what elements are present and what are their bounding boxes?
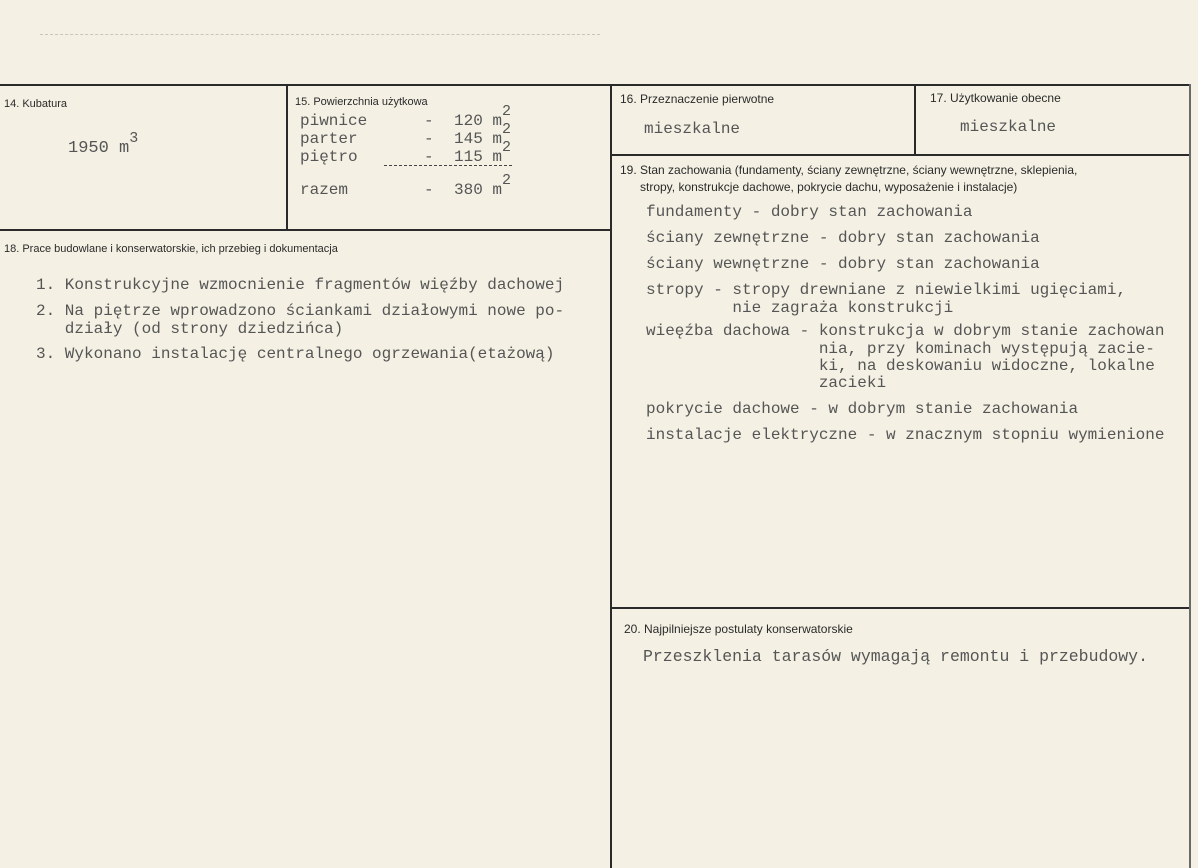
field-14-value — [68, 130, 139, 158]
area-row-piwnice-dash: - — [424, 112, 434, 130]
field-14-label: 14. Kubatura — [4, 98, 67, 110]
field-15-label: 15. Powierzchnia użytkowa — [295, 96, 428, 108]
rule-v-edge — [1189, 84, 1191, 868]
condition-line-9: zacieki — [646, 374, 887, 392]
field-18-label: 18. Prace budowlane i konserwatorskie, ich przebieg i dokumentacja — [4, 243, 338, 255]
area-row-parter — [300, 130, 358, 148]
works-line-4: 3. Wykonano instalację centralnego ogrzewania(etażową) — [36, 345, 555, 363]
rule-h-row1 — [0, 229, 612, 231]
rule-h-top — [0, 84, 1190, 86]
volume-unit-sup: 3 — [129, 130, 139, 147]
area-total-value — [454, 172, 512, 200]
rule-v-right — [914, 84, 916, 155]
area-row-name: parter — [300, 130, 358, 148]
area-row-parter-dash: - — [424, 130, 434, 148]
condition-line-11: instalacje elektryczne - w znacznym stopniu wymienione — [646, 426, 1165, 444]
rule-h-right2 — [612, 607, 1190, 609]
condition-line-8: ki, na deskowaniu widoczne, lokalne — [646, 357, 1155, 375]
area-row-name: piwnice — [300, 112, 368, 130]
area-total-dash: - — [424, 181, 434, 199]
field-20-value: Przeszklenia tarasów wymagają remontu i przebudowy. — [643, 647, 1148, 666]
area-value: 380 m — [454, 181, 503, 199]
condition-line-7: nia, przy kominach występują zacie- — [646, 340, 1155, 358]
area-value: 120 m — [454, 112, 503, 130]
field-17-value: mieszkalne — [960, 118, 1057, 136]
field-19-label-line-1: 19. Stan zachowania (fundamenty, ściany zewnętrzne, ściany wewnętrzne, sklepienia, — [620, 163, 1078, 177]
rule-h-right1 — [612, 154, 1190, 156]
area-value: 145 m — [454, 130, 503, 148]
area-row-piwnice — [300, 112, 367, 130]
area-sup: 2 — [502, 172, 512, 189]
top-dashed-rule — [40, 34, 600, 35]
works-line-1: 1. Konstrukcyjne wzmocnienie fragmentów więźby dachowej — [36, 276, 565, 294]
area-sup: 2 — [502, 139, 512, 156]
area-total-label: razem — [300, 181, 349, 199]
rule-v-left — [286, 84, 288, 230]
field-17-label: 17. Użytkowanie obecne — [930, 91, 1061, 105]
area-sup: 2 — [502, 121, 512, 138]
rule-v-mid — [610, 84, 612, 868]
condition-line-1: fundamenty - dobry stan zachowania — [646, 203, 973, 221]
field-16-label: 16. Przeznaczenie pierwotne — [620, 92, 775, 106]
area-value: 115 m — [454, 148, 503, 166]
works-line-3: działy (od strony dziedzińca) — [36, 320, 344, 338]
field-16-value: mieszkalne — [644, 120, 741, 138]
area-row-pietro — [300, 148, 358, 166]
condition-line-10: pokrycie dachowe - w dobrym stanie zachowania — [646, 400, 1079, 418]
condition-line-5: nie zagraża konstrukcji — [646, 299, 954, 317]
condition-line-6: wieęźba dachowa - konstrukcja w dobrym stanie zachowan — [646, 322, 1165, 340]
condition-line-4: stropy - stropy drewniane z niewielkimi ugięciami, — [646, 281, 1127, 299]
works-line-2: 2. Na piętrze wprowadzono ściankami działowymi nowe po- — [36, 302, 565, 320]
sum-divider — [384, 165, 512, 166]
field-20-label: 20. Najpilniejsze postulaty konserwatorskie — [624, 622, 853, 636]
field-19-label-line-2: stropy, konstrukcje dachowe, pokrycie dachu, wyposażenie i instalacje) — [640, 180, 1018, 194]
condition-line-2: ściany zewnętrzne - dobry stan zachowania — [646, 229, 1040, 247]
area-row-pietro-dash: - — [424, 148, 434, 166]
volume-value: 1950 m — [68, 139, 130, 158]
area-row-name: piętro — [300, 148, 358, 166]
area-sup: 2 — [502, 103, 512, 120]
condition-line-3: ściany wewnętrzne - dobry stan zachowania — [646, 255, 1040, 273]
